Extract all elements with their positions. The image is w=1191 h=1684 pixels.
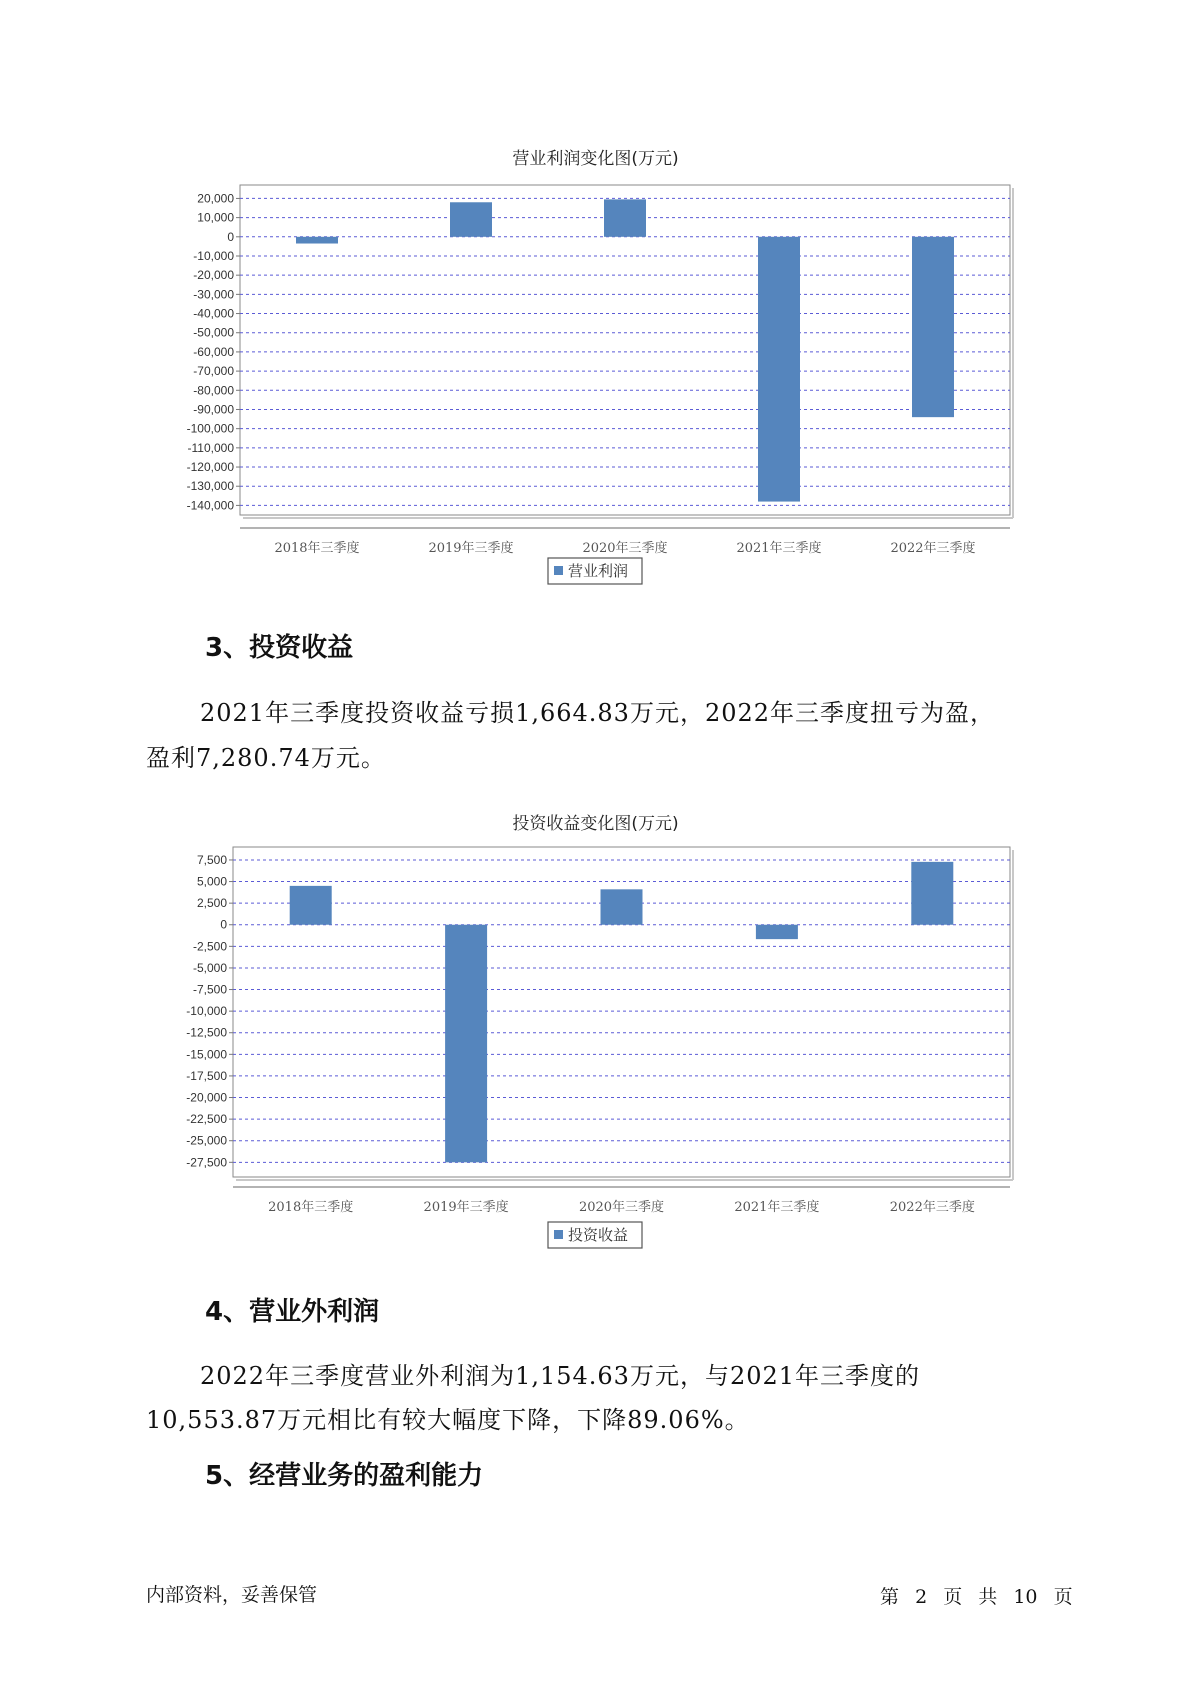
- bar: [445, 925, 487, 1163]
- investment-income-heading: 3、投资收益: [205, 633, 354, 663]
- investment-paragraph-line-2: 盈利7,280.74万元。: [146, 744, 386, 772]
- operating-profit-chart: [0, 170, 1191, 610]
- legend-swatch: [554, 566, 563, 575]
- y-tick-label: -100,000: [186, 421, 234, 436]
- x-tick-label: 2022年三季度: [889, 1200, 975, 1215]
- bar: [290, 886, 332, 925]
- y-tick-label: -15,000: [186, 1047, 227, 1062]
- footer-total-pages: 10: [1013, 1586, 1038, 1608]
- x-tick-label: 2019年三季度: [428, 541, 514, 556]
- x-tick-label: 2020年三季度: [582, 541, 668, 556]
- footer-page-mid: 页: [943, 1586, 963, 1608]
- y-tick-label: -130,000: [186, 479, 234, 494]
- footer-total-suffix: 页: [1053, 1586, 1073, 1608]
- x-tick-label: 2018年三季度: [274, 541, 360, 556]
- y-tick-label: -2,500: [192, 939, 227, 954]
- bar: [296, 237, 338, 244]
- y-tick-label: -40,000: [193, 306, 234, 321]
- x-tick-label: 2021年三季度: [736, 541, 822, 556]
- y-tick-label: -17,500: [186, 1068, 227, 1083]
- investment-paragraph-line-1: 2021年三季度投资收益亏损1,664.83万元，2022年三季度扭亏为盈，: [200, 699, 996, 727]
- y-tick-label: -25,000: [186, 1133, 227, 1148]
- y-tick-label: -10,000: [193, 248, 234, 263]
- footer-page-number: 2: [915, 1586, 928, 1608]
- non-operating-profit-heading: 4、营业外利润: [205, 1297, 380, 1327]
- chart-2-title: 投资收益变化图(万元): [512, 814, 679, 834]
- x-tick-label: 2021年三季度: [734, 1200, 820, 1215]
- y-tick-label: -12,500: [186, 1025, 227, 1040]
- non-operating-paragraph-line-1: 2022年三季度营业外利润为1,154.63万元，与2021年三季度的: [200, 1362, 921, 1390]
- y-tick-label: 0: [227, 229, 234, 244]
- bar: [450, 202, 492, 237]
- y-tick-label: -20,000: [186, 1090, 227, 1105]
- y-tick-label: 20,000: [197, 191, 234, 206]
- footer-page-prefix: 第: [880, 1586, 900, 1608]
- y-tick-label: -22,500: [186, 1112, 227, 1127]
- y-tick-label: -140,000: [186, 498, 234, 513]
- y-tick-label: -20,000: [193, 268, 234, 283]
- legend-label: 营业利润: [568, 562, 629, 580]
- investment-income-chart: [0, 835, 1191, 1255]
- business-profitability-heading: 5、经营业务的盈利能力: [205, 1461, 484, 1491]
- non-operating-paragraph-line-2: 10,553.87万元相比有较大幅度下降，下降89.06%。: [146, 1406, 750, 1434]
- legend-label: 投资收益: [568, 1226, 629, 1244]
- x-tick-label: 2022年三季度: [890, 541, 976, 556]
- chart-1-title: 营业利润变化图(万元): [512, 149, 679, 169]
- y-tick-label: -5,000: [192, 960, 227, 975]
- y-tick-label: -7,500: [192, 982, 227, 997]
- y-tick-label: 0: [220, 917, 227, 932]
- y-tick-label: -50,000: [193, 325, 234, 340]
- x-tick-label: 2018年三季度: [268, 1200, 354, 1215]
- y-tick-label: 5,000: [196, 874, 227, 889]
- bar: [756, 925, 798, 939]
- x-tick-label: 2020年三季度: [578, 1200, 665, 1215]
- footer-page-info: [880, 1582, 1083, 1609]
- y-tick-label: -10,000: [186, 1004, 227, 1019]
- y-tick-label: -120,000: [186, 460, 234, 475]
- footer-confidential-note: 内部资料，妥善保管: [146, 1584, 318, 1606]
- y-tick-label: -110,000: [187, 440, 234, 455]
- legend-swatch: [554, 1230, 563, 1239]
- y-tick-label: 10,000: [197, 210, 234, 225]
- y-tick-label: -90,000: [193, 402, 234, 417]
- bar: [758, 237, 800, 502]
- y-tick-label: -70,000: [193, 364, 234, 379]
- bar: [601, 889, 643, 924]
- y-tick-label: -27,500: [186, 1155, 227, 1170]
- y-tick-label: -30,000: [193, 287, 234, 302]
- x-tick-label: 2019年三季度: [423, 1200, 509, 1215]
- y-tick-label: -80,000: [193, 383, 234, 398]
- y-tick-label: 7,500: [196, 852, 227, 867]
- y-tick-label: -60,000: [193, 344, 234, 359]
- footer-total-label: 共: [978, 1586, 998, 1608]
- y-tick-label: 2,500: [196, 896, 227, 911]
- bar: [912, 237, 954, 417]
- bar: [911, 862, 953, 925]
- bar: [604, 199, 646, 236]
